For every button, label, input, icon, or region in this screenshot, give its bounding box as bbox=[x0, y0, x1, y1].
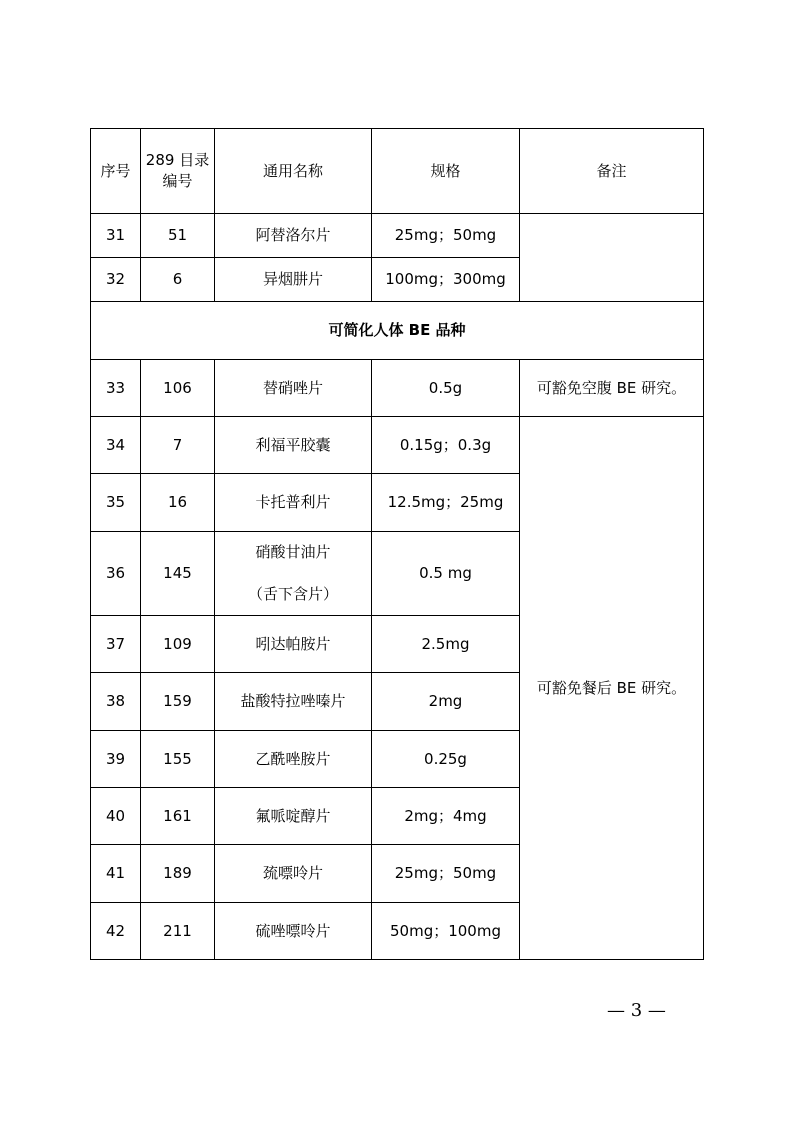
header-code-line1: 289 目录 bbox=[145, 151, 210, 169]
row-code: 16 bbox=[141, 474, 215, 532]
row-name: 吲达帕胺片 bbox=[215, 616, 372, 673]
row-index: 33 bbox=[91, 360, 141, 417]
section-header-row bbox=[91, 302, 704, 360]
row-spec: 0.5g bbox=[372, 360, 520, 417]
row-spec: 25mg；50mg bbox=[372, 845, 520, 903]
row-code: 161 bbox=[141, 788, 215, 845]
row-code: 155 bbox=[141, 731, 215, 788]
row-index: 32 bbox=[91, 258, 141, 302]
page-number: — 3 — bbox=[607, 1000, 666, 1021]
row-code: 145 bbox=[141, 532, 215, 616]
header-code bbox=[141, 129, 215, 214]
row-code: 211 bbox=[141, 903, 215, 960]
row-code: 106 bbox=[141, 360, 215, 417]
row-spec: 100mg；300mg bbox=[372, 258, 520, 302]
row-code: 109 bbox=[141, 616, 215, 673]
row-name bbox=[215, 532, 372, 616]
row-name-line2: （舌下含片） bbox=[247, 585, 338, 603]
row-spec: 0.25g bbox=[372, 731, 520, 788]
row-remark-empty bbox=[520, 214, 704, 302]
row-spec: 0.5 mg bbox=[372, 532, 520, 616]
row-index: 31 bbox=[91, 214, 141, 258]
row-spec: 2mg bbox=[372, 673, 520, 731]
table-row bbox=[91, 360, 704, 417]
row-index: 36 bbox=[91, 532, 141, 616]
row-spec: 25mg；50mg bbox=[372, 214, 520, 258]
row-spec: 50mg；100mg bbox=[372, 903, 520, 960]
row-name-line1: 硝酸甘油片 bbox=[255, 543, 331, 561]
header-code-line2: 编号 bbox=[162, 172, 193, 190]
row-remark-merged: 可豁免餐后 BE 研究。 bbox=[520, 417, 704, 960]
row-name: 硫唑嘌呤片 bbox=[215, 903, 372, 960]
row-name: 异烟肼片 bbox=[215, 258, 372, 302]
row-code: 51 bbox=[141, 214, 215, 258]
row-name: 巯嘌呤片 bbox=[215, 845, 372, 903]
row-index: 38 bbox=[91, 673, 141, 731]
row-index: 35 bbox=[91, 474, 141, 532]
row-name: 利福平胶囊 bbox=[215, 417, 372, 474]
row-index: 42 bbox=[91, 903, 141, 960]
row-spec: 0.15g；0.3g bbox=[372, 417, 520, 474]
drug-table bbox=[90, 128, 704, 960]
row-index: 39 bbox=[91, 731, 141, 788]
row-name: 氟哌啶醇片 bbox=[215, 788, 372, 845]
header-index: 序号 bbox=[91, 129, 141, 214]
row-name: 盐酸特拉唑嗪片 bbox=[215, 673, 372, 731]
row-name: 卡托普利片 bbox=[215, 474, 372, 532]
row-spec: 2.5mg bbox=[372, 616, 520, 673]
row-name: 阿替洛尔片 bbox=[215, 214, 372, 258]
header-row bbox=[91, 129, 704, 214]
row-code: 159 bbox=[141, 673, 215, 731]
header-name: 通用名称 bbox=[215, 129, 372, 214]
row-code: 7 bbox=[141, 417, 215, 474]
table-row bbox=[91, 417, 704, 474]
row-index: 34 bbox=[91, 417, 141, 474]
section-title: 可简化人体 BE 品种 bbox=[91, 302, 704, 360]
row-code: 6 bbox=[141, 258, 215, 302]
table-row bbox=[91, 214, 704, 258]
row-name: 乙酰唑胺片 bbox=[215, 731, 372, 788]
row-spec: 12.5mg；25mg bbox=[372, 474, 520, 532]
row-index: 40 bbox=[91, 788, 141, 845]
header-remark: 备注 bbox=[520, 129, 704, 214]
row-index: 41 bbox=[91, 845, 141, 903]
row-code: 189 bbox=[141, 845, 215, 903]
row-spec: 2mg；4mg bbox=[372, 788, 520, 845]
row-remark: 可豁免空腹 BE 研究。 bbox=[520, 360, 704, 417]
header-spec: 规格 bbox=[372, 129, 520, 214]
row-name: 替硝唑片 bbox=[215, 360, 372, 417]
row-index: 37 bbox=[91, 616, 141, 673]
